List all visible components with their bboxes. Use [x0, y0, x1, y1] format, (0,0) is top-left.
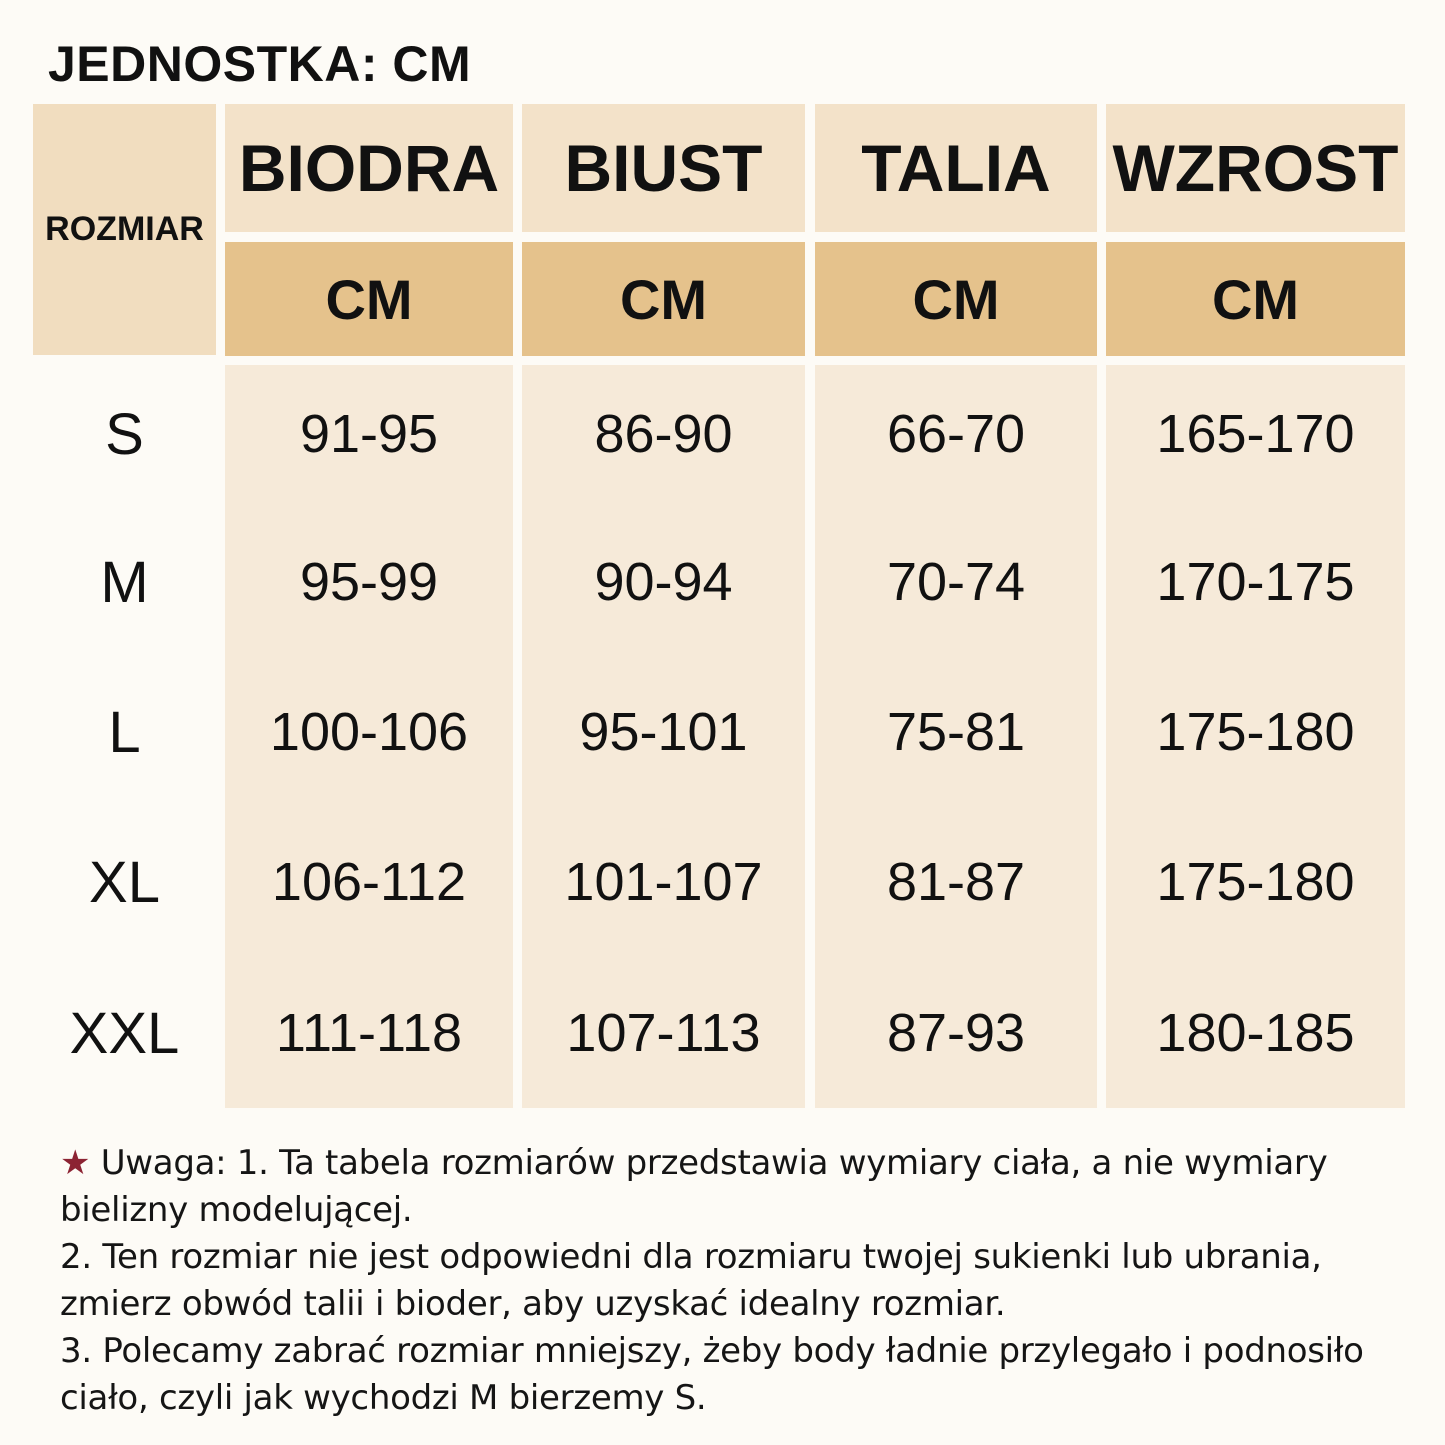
- note-3: 3. Polecamy zabrać rozmiar mniejszy, żeby body ładnie przylegało i podnosiło ciało, czyli jak wychodzi M bierzemy S.: [60, 1331, 1364, 1418]
- size-label: S: [105, 401, 144, 467]
- table-cell: 101-107: [564, 852, 763, 912]
- size-label: M: [100, 549, 149, 615]
- table-cell: 106-112: [271, 852, 467, 912]
- column-unit-hips: CM: [225, 242, 513, 356]
- column-header-waist: TALIA: [815, 104, 1097, 232]
- table-cell: 95-101: [579, 702, 748, 762]
- table-cell: 81-87: [886, 852, 1026, 912]
- column-unit-waist: CM: [815, 242, 1097, 356]
- size-header: ROZMIAR: [33, 104, 216, 355]
- table-cell: 107-113: [566, 1003, 761, 1063]
- column-header-hips: BIODRA: [225, 104, 513, 232]
- table-cell: 75-81: [886, 702, 1026, 762]
- table-cell: 66-70: [886, 404, 1026, 464]
- column-header-height: WZROST: [1106, 104, 1405, 232]
- table-cell: 91-95: [299, 404, 439, 464]
- notes: [60, 1140, 1430, 1422]
- note-2: 2. Ten rozmiar nie jest odpowiedni dla rozmiaru twojej sukienki lub ubrania, zmierz obwód talii i bioder, aby uzyskać idealny rozmiar.: [60, 1237, 1322, 1324]
- table-cell: 90-94: [594, 552, 733, 612]
- table-cell: 175-180: [1156, 702, 1355, 762]
- size-label: XL: [89, 849, 160, 915]
- table-cell: 111-118: [275, 1003, 463, 1063]
- table-cell: 165-170: [1156, 404, 1355, 464]
- table-cell: 95-99: [299, 552, 439, 612]
- note-1: [60, 1140, 1430, 1234]
- size-label: L: [108, 699, 141, 765]
- note-1-text: Uwaga: 1. Ta tabela rozmiarów przedstawia wymiary ciała, a nie wymiary bielizny modelującej.: [60, 1143, 1328, 1230]
- table-cell: 70-74: [886, 552, 1026, 612]
- column-unit-bust: CM: [522, 242, 805, 356]
- table-cell: 170-175: [1156, 552, 1355, 612]
- column-header-bust: BIUST: [522, 104, 805, 232]
- table-cell: 100-106: [269, 702, 469, 762]
- column-unit-height: CM: [1106, 242, 1405, 356]
- table-cell: 175-180: [1156, 852, 1355, 912]
- size-label: XXL: [69, 1000, 180, 1066]
- table-cell: 86-90: [594, 404, 733, 464]
- page-title: JEDNOSTKA: CM: [48, 36, 472, 92]
- table-cell: 87-93: [886, 1003, 1026, 1063]
- table-cell: 180-185: [1156, 1003, 1355, 1063]
- star-icon: ★: [60, 1143, 91, 1183]
